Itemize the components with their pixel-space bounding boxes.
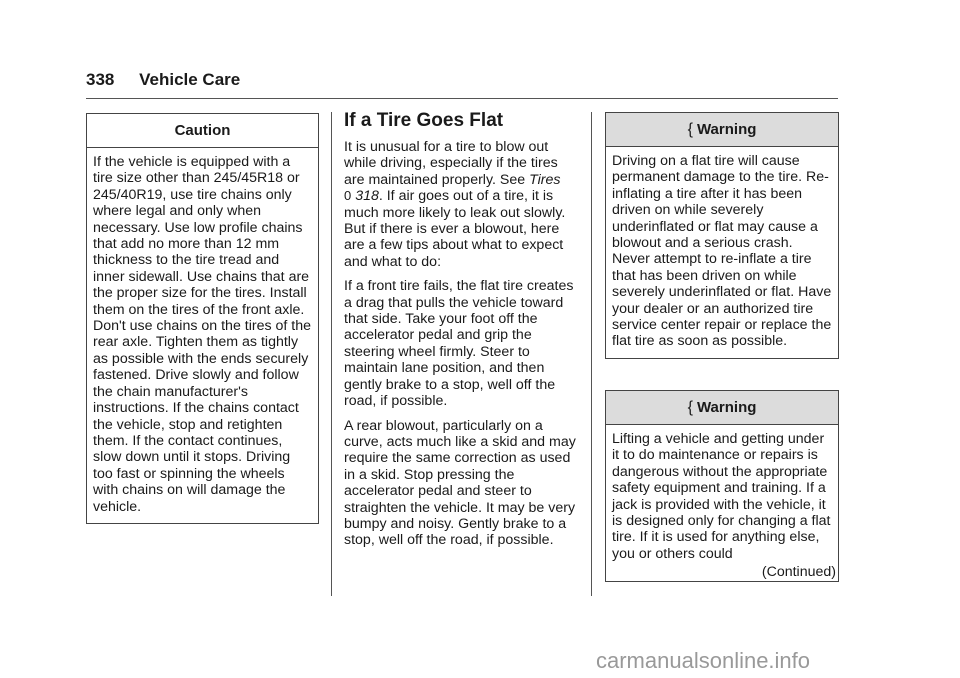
section-paragraph-2: If a front tire fails, the flat tire creates a drag that pulls the vehicle toward that side. Take your foot off the accelerator pedal and grip the steering wheel firmly. Steer to maintain lane position, and then gently brake to a stop, well off the road, if possible. <box>344 278 574 410</box>
warning-1-title: Warning <box>696 121 757 138</box>
paragraph-1-intro: It is unusual for a tire to blow out while driving, especially if the tires are maintained properly. See <box>344 139 558 188</box>
header-divider <box>86 98 838 99</box>
warning-1-text: Driving on a flat tire will cause permanent damage to the tire. Re-inflating a tire after it has been driven on while severely underinflated or flat may cause a blowout and a serious crash. Never attempt to re-inflate a tire that has been driven on while severely underinflated or flat. Have your dealer or an authorized tire service center repair or replace the flat tire as soon as possible. <box>612 153 832 350</box>
caution-heading: Caution <box>87 114 318 148</box>
page-title: Vehicle Care <box>139 70 241 89</box>
page-number: 338 <box>86 70 115 89</box>
paragraph-1-rest: . If air goes out of a tire, it is much more likely to leak out slowly. But if there is ever a blowout, here are a few tips about what to expect and what to do: <box>344 188 566 270</box>
section-paragraph-3: A rear blowout, particularly on a curve, acts much like a skid and may require the same correction as used in a skid. Stop pressing the accelerator pedal and steer to straighten the vehicle. It may be very bumpy and noisy. Gently brake to a stop, well off the road, if possible. <box>344 417 576 549</box>
caution-text: If the vehicle is equipped with a tire size other than 245/45R18 or 245/40R19, use tire chains only where legal and only when necessary. Use low profile chains that add no more than 12 mm thickness to the tire tread and inner sidewall. Use chains that are the proper size for the tires. Install them on the tires of the front axle. Don't use chains on the tires of the rear axle. Tighten them as tightly as possible with the ends securely fastened. Drive slowly and follow the chain manufacturer's instructions. If the chains contact the vehicle, stop and retighten them. If the contact continues, slow down until it stops. Driving too fast or spinning the wheels with chains on will damage the vehicle. <box>93 154 312 515</box>
column-divider-left <box>331 112 332 596</box>
column-divider-right <box>591 112 592 596</box>
section-paragraph-1 <box>344 139 576 270</box>
warning-2-heading <box>606 391 838 425</box>
reference-page-number[interactable]: 318 <box>355 188 379 205</box>
continued-label: (Continued) <box>761 564 836 581</box>
warning-icon: { <box>687 120 693 138</box>
section-title: If a Tire Goes Flat <box>344 110 504 131</box>
caution-box <box>86 113 319 524</box>
page-header <box>86 70 240 90</box>
flat-tire-section <box>344 110 576 557</box>
tires-reference-link[interactable]: Tires <box>529 171 561 188</box>
warning-2-title: Warning <box>696 399 757 416</box>
warning-1-heading <box>606 113 838 147</box>
warning-box-2 <box>605 390 839 582</box>
watermark: carmanualsonline.info <box>596 648 811 673</box>
warning-icon: { <box>687 398 693 416</box>
warning-box-1 <box>605 112 839 359</box>
page-reference-icon: 0 <box>344 188 352 204</box>
warning-2-text: Lifting a vehicle and getting under it to do maintenance or repairs is dangerous without the appropriate safety equipment and training. If a jack is provided with the vehicle, it is designed only for changing a flat tire. If it is used for anything else, you or others could <box>612 431 831 562</box>
